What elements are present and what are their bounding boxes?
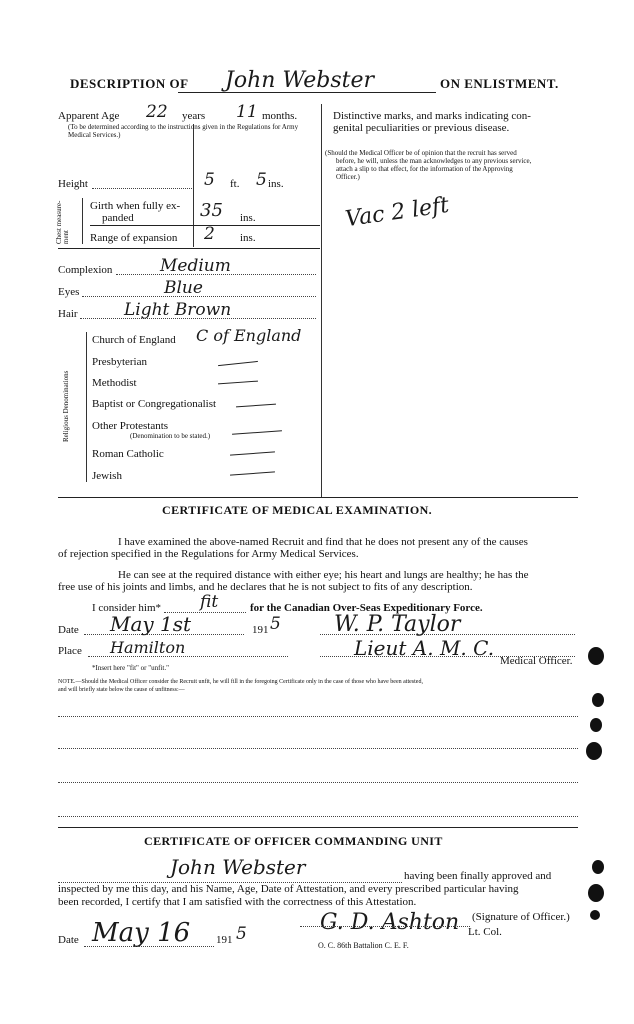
binder-hole	[592, 860, 604, 874]
marks-note-4: Officer.)	[336, 173, 360, 181]
religion-roman-catholic: Roman Catholic	[92, 448, 164, 460]
commanding-signature-label: (Signature of Officer.)	[472, 911, 570, 923]
height-ins-label: ins.	[268, 178, 284, 190]
religion-jewish: Jewish	[92, 470, 122, 482]
chest-side-label: Chest measure-ment	[55, 200, 70, 244]
chest-range-label: Range of expansion	[90, 232, 178, 244]
recruit-name: John Webster	[225, 68, 374, 93]
religion-side-label: Religious Denominations	[62, 370, 70, 442]
height-label: Height	[58, 178, 88, 190]
medical-heading: CERTIFICATE OF MEDICAL EXAMINATION.	[162, 503, 433, 517]
commanding-name: John Webster	[170, 855, 306, 879]
marks-note-1: (Should the Medical Officer be of opinion that the recruit has served	[325, 149, 517, 157]
commanding-line1-tail: having been finally approved and	[404, 870, 552, 882]
age-years-value: 22	[146, 102, 168, 122]
height-inches-value: 5	[256, 170, 267, 190]
name-underline	[178, 92, 436, 93]
center-divider	[321, 104, 322, 497]
baptist-dash	[236, 404, 276, 408]
methodist-dash	[218, 381, 258, 385]
medical-date-label: Date	[58, 624, 79, 636]
unfit-line-3	[58, 782, 578, 783]
religion-other-note: (Denomination to be stated.)	[130, 432, 211, 440]
religion-bracket	[86, 332, 87, 482]
consider-suffix: for the Canadian Over-Seas Expeditionary Force.	[250, 602, 483, 614]
binder-hole	[586, 742, 602, 760]
commanding-unit: O. C. 86th Battalion C. E. F.	[318, 941, 409, 950]
commanding-line2: inspected by me this day, and his Name, Age, Date of Attestation, and every prescribed particular having	[58, 883, 519, 895]
age-months-label: months.	[262, 110, 298, 122]
commanding-date-label: Date	[58, 934, 79, 946]
religion-coe-label: Church of England	[92, 334, 176, 346]
other-dash	[232, 430, 282, 434]
commanding-date-dots	[84, 946, 214, 947]
marks-value: Vac 2 left	[343, 192, 451, 233]
chest-girth-label-2: panded	[102, 212, 134, 224]
medical-rank: Lieut A. M. C.	[354, 636, 495, 660]
section-divider-2	[58, 827, 578, 828]
description-title-left: DESCRIPTION OF	[70, 76, 189, 91]
column-divider	[193, 124, 194, 247]
chest-range-unit: ins.	[240, 232, 256, 244]
medical-place-value: Hamilton	[110, 638, 186, 657]
binder-hole	[588, 647, 604, 665]
chest-girth-unit: ins.	[240, 212, 256, 224]
complexion-label: Complexion	[58, 264, 113, 276]
marks-note-2: before, he will, unless the man acknowledges to any previous service,	[336, 157, 532, 165]
eyes-label: Eyes	[58, 286, 80, 298]
medical-officer-title: Medical Officer.	[500, 655, 573, 667]
religion-presbyterian: Presbyterian	[92, 356, 147, 368]
religion-baptist: Baptist or Congregationalist	[92, 398, 217, 410]
section-divider-1	[58, 497, 578, 498]
presbyterian-dash	[218, 361, 258, 366]
unfit-line-4	[58, 816, 578, 817]
nota-line-1: NOTE.—Should the Medical Officer consider the Recruit unfit, he will fill in the foregoing Certificate only in the case of those who have been attested,	[58, 679, 423, 685]
age-years-label: years	[182, 110, 206, 122]
chest-range-value: 2	[204, 224, 215, 244]
consider-label: I consider him*	[92, 602, 162, 614]
commanding-heading: CERTIFICATE OF OFFICER COMMANDING UNIT	[144, 834, 443, 848]
medical-para2-2: free use of his joints and limbs, and he declares that he is not subject to fits of any description.	[58, 581, 473, 593]
marks-note-3: attach a slip to that effect, for the information of the Approving	[336, 165, 513, 173]
medical-signature: W. P. Taylor	[334, 612, 461, 637]
medical-year-suffix: 5	[270, 614, 281, 634]
height-dots	[92, 188, 192, 189]
height-ft-label: ft.	[230, 178, 240, 190]
commanding-line3: been recorded, I certify that I am satisfied with the correctness of this Attestation.	[58, 896, 417, 908]
commanding-signature-dots	[300, 926, 470, 927]
medical-para2-1: He can see at the required distance with either eye; his heart and lungs are healthy; he has the	[118, 569, 529, 581]
binder-hole	[590, 718, 602, 732]
nota-line-2: and will briefly state below the cause of unfitness:—	[58, 687, 185, 693]
commanding-signature: G. D. Ashton	[320, 910, 460, 935]
jewish-dash	[230, 471, 275, 475]
religion-methodist: Methodist	[92, 377, 137, 389]
medical-para1-2: of rejection specified in the Regulations for Army Medical Services.	[58, 548, 359, 560]
marks-heading-2: genital peculiarities or previous disease.	[333, 122, 510, 134]
chest-bottom-line	[58, 248, 320, 249]
commanding-rank-suffix: Lt. Col.	[468, 926, 502, 938]
religion-other: Other Protestants	[92, 420, 169, 432]
eyes-value: Blue	[164, 278, 203, 298]
medical-year-prefix: 191	[252, 624, 269, 636]
consider-value: fit	[200, 592, 219, 612]
binder-hole	[592, 693, 604, 707]
chest-bracket	[82, 198, 83, 244]
age-months-value: 11	[236, 102, 258, 122]
binder-hole	[590, 910, 600, 920]
catholic-dash	[230, 451, 275, 455]
medical-place-label: Place	[58, 645, 82, 657]
chest-girth-value: 35	[200, 200, 223, 221]
medical-signature-dots	[320, 634, 575, 635]
age-label: Apparent Age	[58, 110, 120, 122]
unfit-line-1	[58, 716, 578, 717]
medical-para1-1: I have examined the above-named Recruit and find that he does not present any of the causes	[118, 536, 528, 548]
unfit-line-2	[58, 748, 578, 749]
hair-label: Hair	[58, 308, 78, 320]
commanding-year-prefix: 191	[216, 934, 233, 946]
age-note: (To be determined according to the instructions given in the Regulations for Army Medical Services.)	[68, 123, 299, 139]
binder-hole	[588, 884, 604, 902]
height-feet-value: 5	[204, 170, 215, 190]
medical-date-value: May 1st	[110, 612, 192, 636]
chest-girth-label-1: Girth when fully ex-	[90, 200, 181, 212]
description-title-right: ON ENLISTMENT.	[440, 76, 559, 91]
complexion-value: Medium	[160, 256, 231, 276]
religion-coe-value: C of England	[196, 326, 302, 345]
marks-heading-1: Distinctive marks, and marks indicating con-	[333, 110, 531, 122]
insert-note: *Insert here "fit" or "unfit."	[92, 664, 169, 672]
commanding-date-value: May 16	[92, 918, 191, 948]
hair-value: Light Brown	[124, 300, 232, 320]
commanding-year-suffix: 5	[236, 924, 247, 944]
